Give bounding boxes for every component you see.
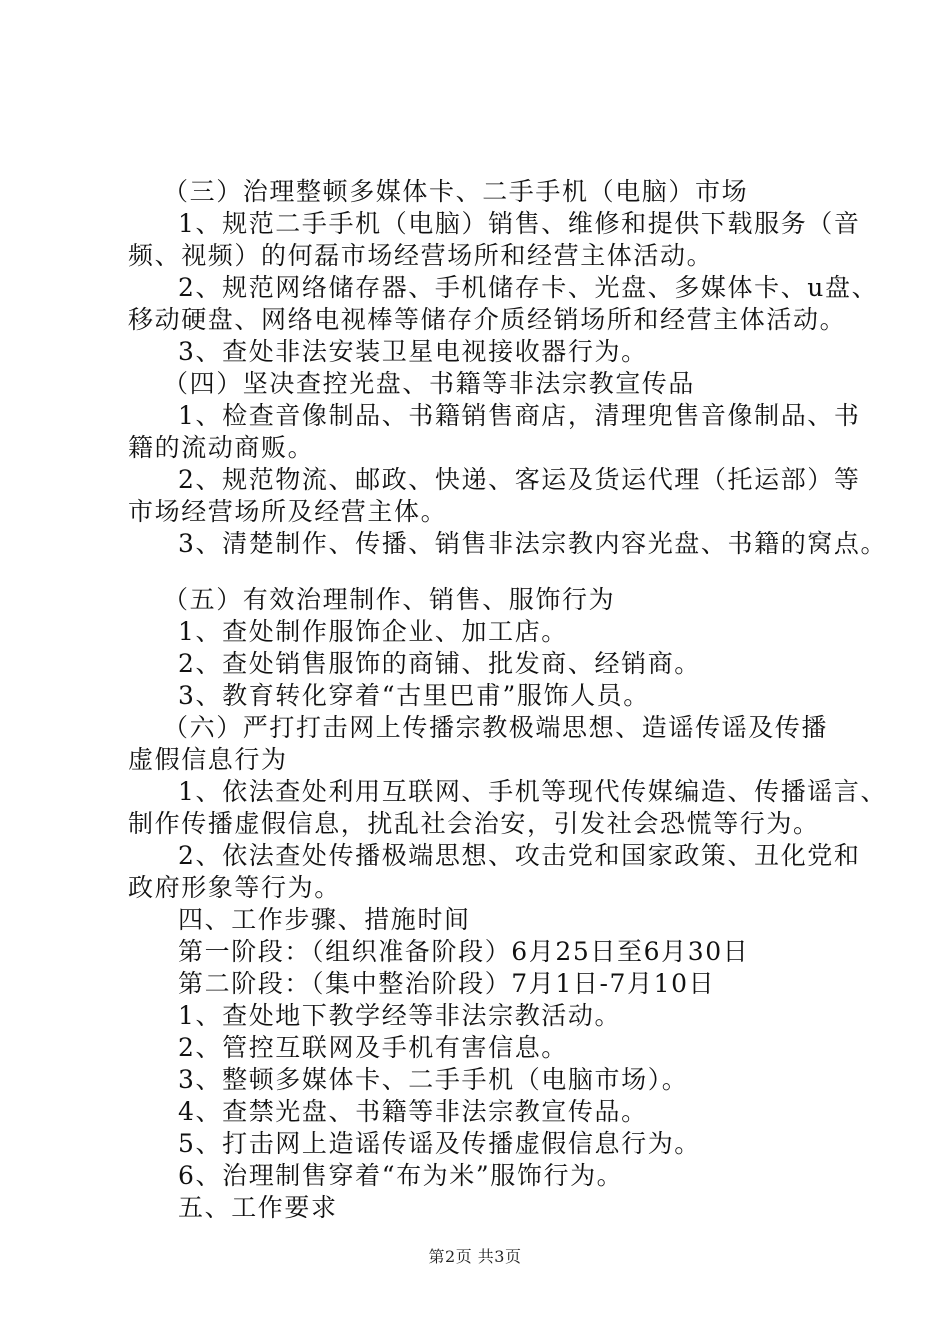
chapter-heading-5: 五、工作要求 xyxy=(178,1193,338,1222)
paragraph-line: 1、查处地下教学经等非法宗教活动。 xyxy=(178,1001,622,1030)
chapter-heading-4: 四、工作步骤、措施时间 xyxy=(178,905,471,934)
paragraph-line: 2、管控互联网及手机有害信息。 xyxy=(178,1033,568,1062)
paragraph-line: 虚假信息行为 xyxy=(128,745,288,774)
paragraph-line: 2、规范网络储存器、手机储存卡、光盘、多媒体卡、u盘、 xyxy=(178,273,879,302)
paragraph-line: 6、治理制售穿着“布为米”服饰行为。 xyxy=(178,1161,624,1190)
page-number-footer: 第2页 共3页 xyxy=(428,1247,522,1266)
section-heading-6: （六）严打打击网上传播宗教极端思想、造谣传谣及传播 xyxy=(163,713,829,742)
paragraph-line: 籍的流动商贩。 xyxy=(128,433,315,462)
paragraph-line: 3、教育转化穿着“古里巴甫”服饰人员。 xyxy=(178,681,650,710)
paragraph-line: 政府形象等行为。 xyxy=(128,873,341,902)
paragraph-line: 1、依法查处利用互联网、手机等现代传媒编造、传播谣言、 xyxy=(178,777,888,806)
paragraph-line: 制作传播虚假信息，扰乱社会治安，引发社会恐慌等行为。 xyxy=(128,809,820,838)
paragraph-line: 1、查处制作服饰企业、加工店。 xyxy=(178,617,568,646)
stage-line-1: 第一阶段：（组织准备阶段）6月25日至6月30日 xyxy=(178,937,750,966)
paragraph-line: 2、查处销售服饰的商铺、批发商、经销商。 xyxy=(178,649,701,678)
paragraph-line: 3、清楚制作、传播、销售非法宗教内容光盘、书籍的窝点。 xyxy=(178,529,888,558)
paragraph-line: 4、查禁光盘、书籍等非法宗教宣传品。 xyxy=(178,1097,648,1126)
paragraph-line: 2、规范物流、邮政、快递、客运及货运代理（托运部）等 xyxy=(178,465,861,494)
paragraph-line: 5、打击网上造谣传谣及传播虚假信息行为。 xyxy=(178,1129,701,1158)
paragraph-line: 1、规范二手手机（电脑）销售、维修和提供下载服务（音 xyxy=(178,209,861,238)
paragraph-line: 频、视频）的何磊市场经营场所和经营主体活动。 xyxy=(128,241,714,270)
paragraph-line: 3、整顿多媒体卡、二手手机（电脑市场）。 xyxy=(178,1065,689,1094)
section-heading-4: （四）坚决查控光盘、书籍等非法宗教宣传品 xyxy=(163,369,696,398)
section-heading-5: （五）有效治理制作、销售、服饰行为 xyxy=(163,585,616,614)
paragraph-line: 移动硬盘、网络电视棒等储存介质经销场所和经营主体活动。 xyxy=(128,305,847,334)
paragraph-line: 市场经营场所及经营主体。 xyxy=(128,497,448,526)
paragraph-line: 2、依法查处传播极端思想、攻击党和国家政策、丑化党和 xyxy=(178,841,861,870)
paragraph-line: 1、检查音像制品、书籍销售商店，清理兜售音像制品、书 xyxy=(178,401,861,430)
stage-line-2: 第二阶段：（集中整治阶段）7月1日-7月10日 xyxy=(178,969,716,998)
paragraph-line: 3、查处非法安装卫星电视接收器行为。 xyxy=(178,337,648,366)
section-heading-3: （三）治理整顿多媒体卡、二手手机（电脑）市场 xyxy=(163,177,749,206)
